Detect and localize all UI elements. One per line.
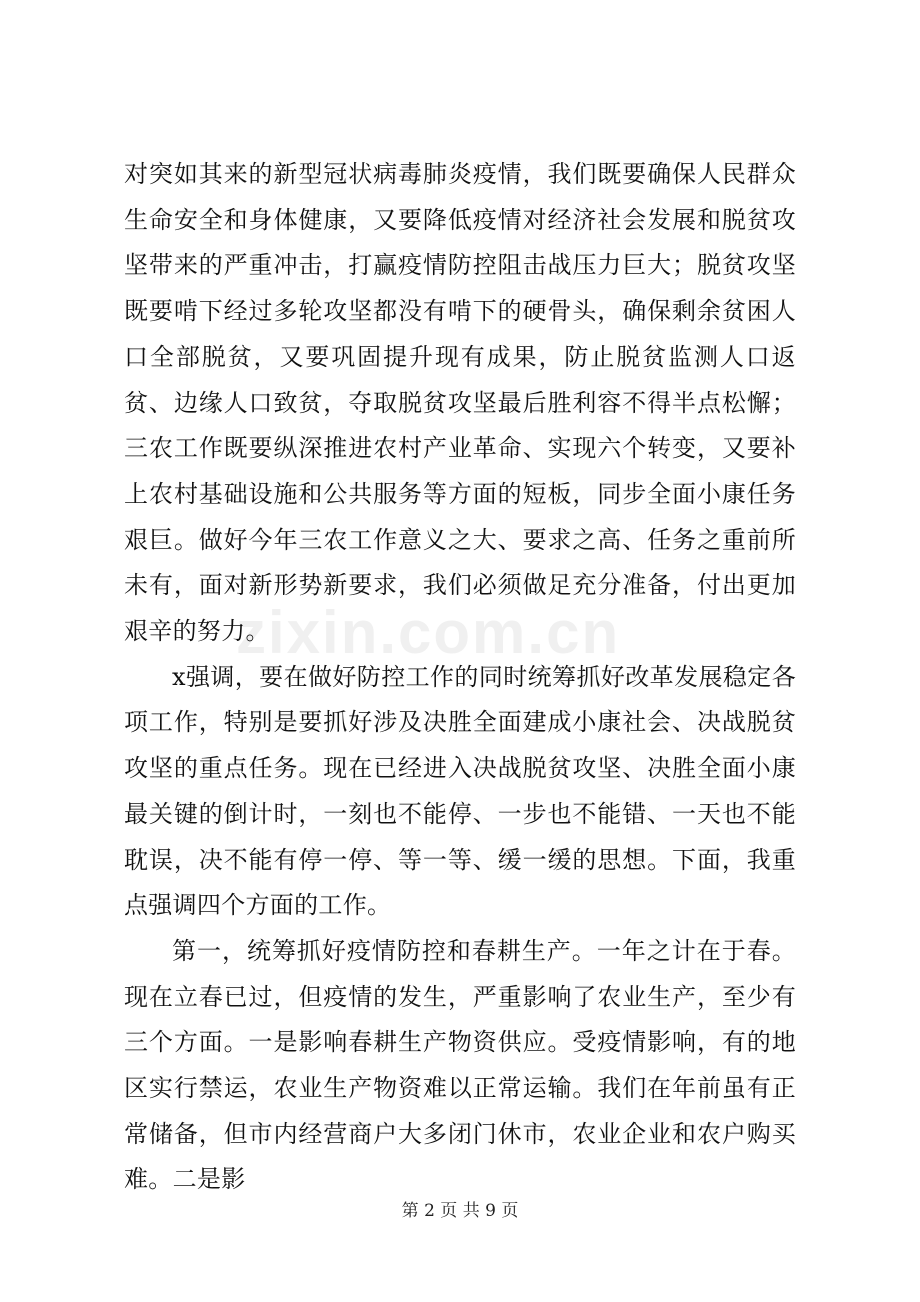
paragraph-3: 第一，统筹抓好疫情防控和春耕生产。一年之计在于春。现在立春已过，但疫情的发生，严重影响了农业生产，至少有三个方面。一是影响春耕生产物资供应。受疫情影响，有的地区实行禁运，农业生产物资难以正常运输。我们在年前虽有正常储备，但市内经营商户大多闭门休市，农业企业和农户购买难。二是影 [124,936,796,1194]
document-body [124,152,796,1203]
watermark: zixin.com.cn [236,599,621,666]
paragraph-2: x强调，要在做好防控工作的同时统筹抓好改革发展稳定各项工作，特别是要抓好涉及决胜全面建成小康社会、决战脱贫攻坚的重点任务。现在已经进入决战脱贫攻坚、决胜全面小康最关键的倒计时，一刻也不能停、一步也不能错、一天也不能耽误，决不能有停一停、等一等、缓一缓的思想。下面，我重点强调四个方面的工作。 [124,662,796,920]
page-number-footer: 第 2 页 共 9 页 [401,1201,519,1221]
paragraph-1: 对突如其来的新型冠状病毒肺炎疫情，我们既要确保人民群众生命安全和身体健康，又要降低疫情对经济社会发展和脱贫攻坚带来的严重冲击，打赢疫情防控阻击战压力巨大；脱贫攻坚既要啃下经过多轮攻坚都没有啃下的硬骨头，确保剩余贫困人口全部脱贫，又要巩固提升现有成果，防止脱贫监测人口返贫、边缘人口致贫，夺取脱贫攻坚最后胜利容不得半点松懈；三农工作既要纵深推进农村产业革命、实现六个转变，又要补上农村基础设施和公共服务等方面的短板，同步全面小康任务艰巨。做好今年三农工作意义之大、要求之高、任务之重前所未有，面对新形势新要求，我们必须做足充分准备，付出更加艰辛的努力。 [124,160,796,646]
